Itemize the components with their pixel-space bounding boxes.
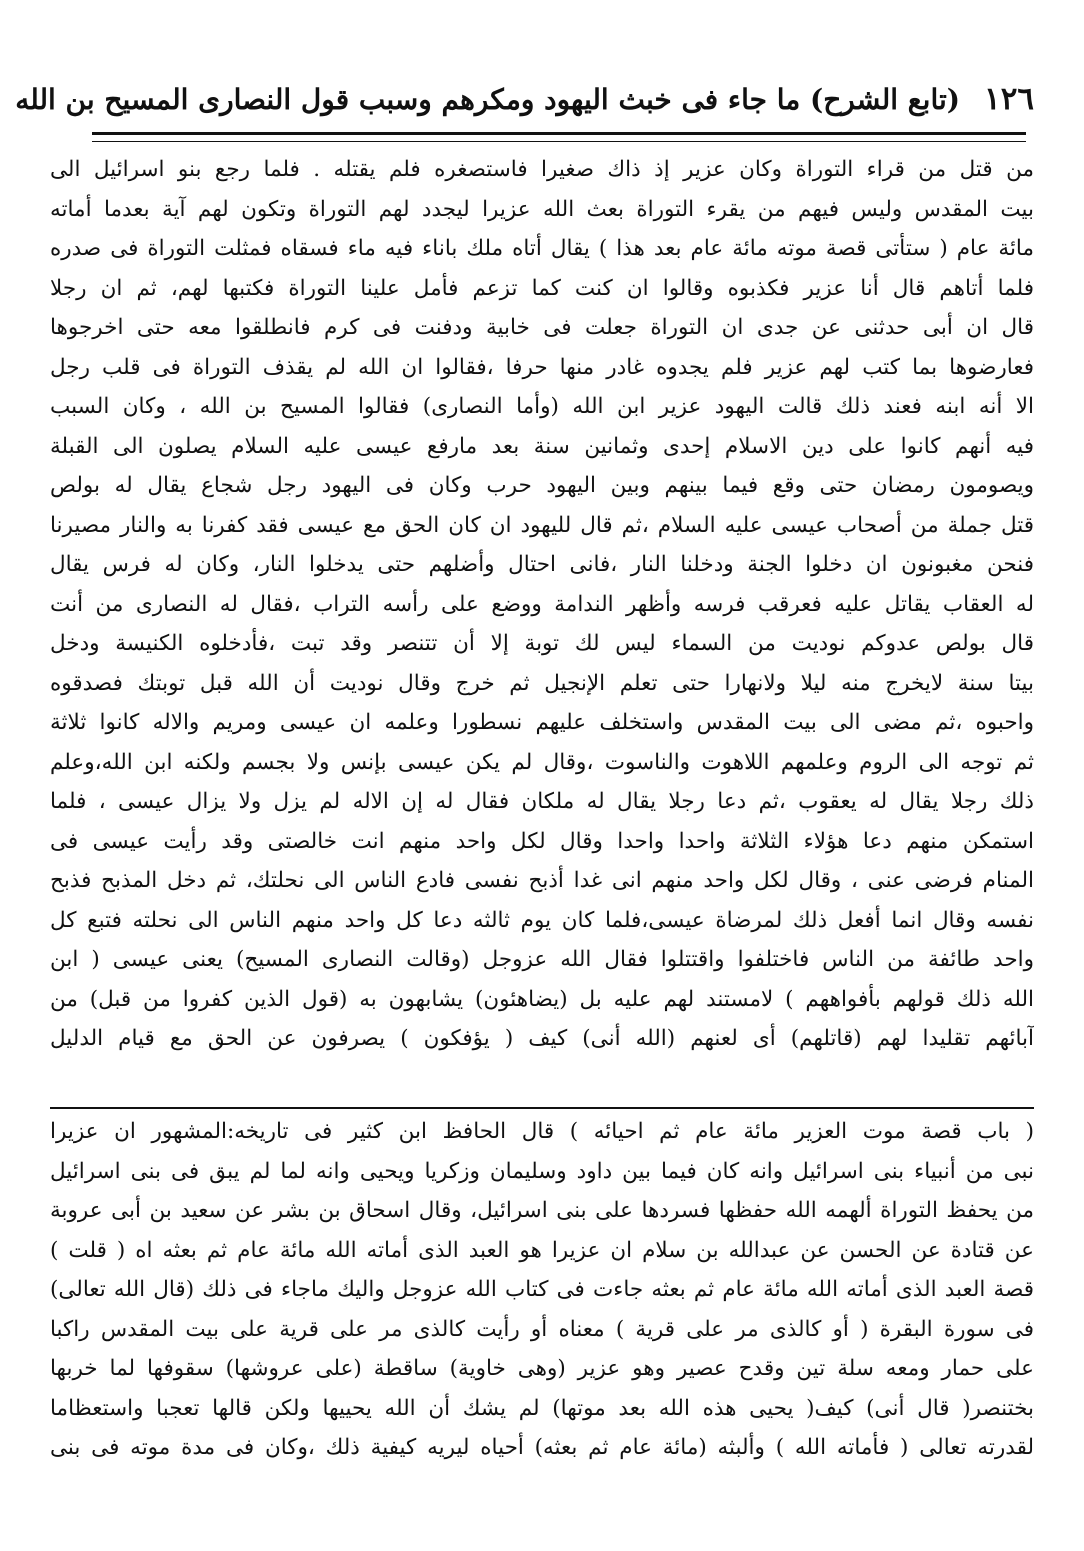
text-line: استمكن منهم دعا هؤلاء الثلاثة واحدا واحدا وقال لكل واحد منهم انت خالصتى وقد رأيت عيسى فى — [50, 828, 1034, 854]
text-line: الا أنه ابنه فعند ذلك قالت اليهود عزير ابن الله (وأما النصارى) فقالوا المسيح بن الله ، وكان السبب — [50, 394, 1034, 419]
text-line: فيه أنهم كانوا على دين الاسلام إحدى وثمانين سنة بعد مارفع عيسى عليه السلام يصلون الى القبلة — [50, 433, 1034, 459]
text-line: فنحن مغبونون ان دخلوا الجنة ودخلنا النار ،فانى احتال وأضلهم حتى يدخلوا النار، وكان له فرس يقال — [50, 552, 1034, 577]
text-line: فعارضوها بما كتب لهم عزير فلم يجدوه غادر منها حرفا ،فقالوا ان الله لم يقذف التوراة فى قلب رجل — [50, 354, 1034, 380]
text-line: قال ان أبى حدثنى عن جدى ان التوراة جعلت فى خابية ودفنت فى كرم فانطلقوا معه حتى اخرجوها — [50, 315, 1034, 340]
text-line: على حمار ومعه سلة تين وقدح عصير وهو عزير (وهى خاوية) ساقطة (على عروشها) سقوفها لما خربها — [50, 1356, 1034, 1381]
paragraph-2 — [50, 1112, 1034, 1468]
text-line: من يحفظ التوراة ألهمه الله حفظها فسردها على بنى اسرائيل، وقال اسحاق بن بشر عن سعيد بن أبى عروبة — [50, 1198, 1034, 1223]
page-number: ١٢٦ — [984, 81, 1034, 117]
text-line: آبائهم تقليدا لهم (قاتلهم) أى لعنهم (الله أنى) كيف ( يؤفكون ) يصرفون عن الحق مع قيام الدليل — [50, 1026, 1034, 1051]
text-line: له العقاب يقاتل عليه فعرقب فرسه وأظهر الندامة ووضع على رأسه التراب ،فقال له النصارى من أنت — [50, 591, 1034, 617]
text-line: ثم توجه الى الروم وعلمهم اللاهوت والناسوت ،وقال لم يكن عيسى بإنس ولا بجسم ولكنه ابن الله،وعلم — [50, 749, 1034, 775]
text-line: لقدرته تعالى ( فأماته الله ) وألبثه (مائة عام ثم بعثه) أحياه ليريه كيفية ذلك ،وكان فى مدة موته فى بنى — [50, 1435, 1034, 1460]
text-line: قصة العبد الذى أماته الله مائة عام ثم بعثه جاءت فى كتاب الله عزوجل واليك ماجاء فى ذلك (قال الله تعالى) — [50, 1277, 1034, 1302]
text-line: قال بولص عدوكم نوديت من السماء ليس لك توبة إلا أن تتنصر وقد تبت ،فأدخلوه الكنيسة ودخل — [50, 631, 1034, 656]
text-line: فلما أتاهم قال أنا عزير فكذبوه وقالوا ان كنت كما تزعم فأمل علينا التوراة فكتبها لهم، ثم ان رجلا — [50, 275, 1034, 301]
text-line: ذلك رجلا يقال له يعقوب ،ثم دعا رجلا يقال له ملكان فقال له إن الاله لم يزل ولا يزال عيسى ، فلما — [50, 789, 1034, 814]
text-line: بيت المقدس وليس فيهم من يقرء التوراة بعث الله عزيرا ليجدد لهم التوراة وتكون لهم آية بعدما أماته — [50, 196, 1034, 222]
text-line: واحبوه ،ثم مضى الى بيت المقدس واستخلف عليهم نسطورا وعلمه ان عيسى ومريم والاله كانوا ثلاثة — [50, 710, 1034, 735]
text-line: نبى من أنبياء بنى اسرائيل وانه كان فيما بين داود وسليمان وزكريا ويحيى وانه لما لم يبق فى بنى اسرائيل — [50, 1158, 1034, 1184]
text-line: بختنصر( قال أنى) كيف( يحيى هذه الله بعد موتها) لم يشك أن الله يحييها ولكن قالها تعجبا واستعظاما — [50, 1395, 1034, 1421]
text-line: الله ذلك قولهم بأفواههم ) لامستند لهم عليه بل (يضاهئون) يشابهون به (قول الذين كفروا من قبل) من — [50, 986, 1034, 1012]
section-divider — [50, 1107, 1034, 1109]
text-line: من قتل من قراء التوراة وكان عزير إذ ذاك صغيرا فاستصغره فلم يقتله . فلما رجع بنو اسرائيل الى — [50, 157, 1034, 182]
text-line: عن قتادة عن الحسن عن عبدالله بن سلام ان عزيرا هو العبد الذى أماته الله مائة عام ثم بعثه اه ( قلت ) — [50, 1237, 1034, 1263]
paragraph-1 — [50, 150, 1034, 1059]
text-line: المنام فرضى عنى ، وقال لكل واحد منهم انى غدا أذبح نفسى فادع الناس الى نحلتك، ثم دخل المذبح فذبح — [50, 868, 1034, 893]
section-heading: ( باب قصة موت العزير مائة عام ثم احيائه ) قال الحافظ ابن كثير فى تاريخه:المشهور ان عزيرا — [50, 1119, 1034, 1144]
page-header — [15, 70, 1034, 128]
text-line: قتل جملة من أصحاب عيسى عليه السلام ،ثم قال لليهود ان كان الحق مع عيسى فقد كفرنا به والنار مصيرنا — [50, 512, 1034, 538]
text-line: واحد طائفة من الناس فاختلفوا واقتتلوا فقال الله عزوجل (وقالت النصارى المسيح) يعنى عيسى ( ابن — [50, 947, 1034, 972]
text-line: فى سورة البقرة ( أو كالذى مر على قرية ) معناه أو رأيت كالذى مر على قرية على بيت المقدس راكبا — [50, 1316, 1034, 1342]
text-line: بيتا سنة لايخرج منه ليلا ولانهارا حتى تعلم الإنجيل ثم خرج وقال نوديت أن الله قبل توبتك فصدقوه — [50, 670, 1034, 696]
header-rule — [92, 132, 1026, 142]
text-line: ويصومون رمضان حتى وقع فيما بينهم وبين اليهود حرب وكان فى اليهود رجل شجاع يقال له بولص — [50, 473, 1034, 498]
running-title: (تابع الشرح) ما جاء فى خبث اليهود ومكرهم وسبب قول النصارى المسيح بن الله — [15, 82, 961, 116]
text-line: مائة عام ( ستأتى قصة موته مائة عام بعد هذا ) يقال أتاه ملك باناء فيه ماء فسقاه فمثلت التوراة فى صدره — [50, 236, 1034, 261]
text-line: نفسه وقال انما أفعل ذلك لمرضاة عيسى،فلما كان يوم ثالثه دعا كل واحد منهم الناس الى نحلته فتبع كل — [50, 907, 1034, 933]
